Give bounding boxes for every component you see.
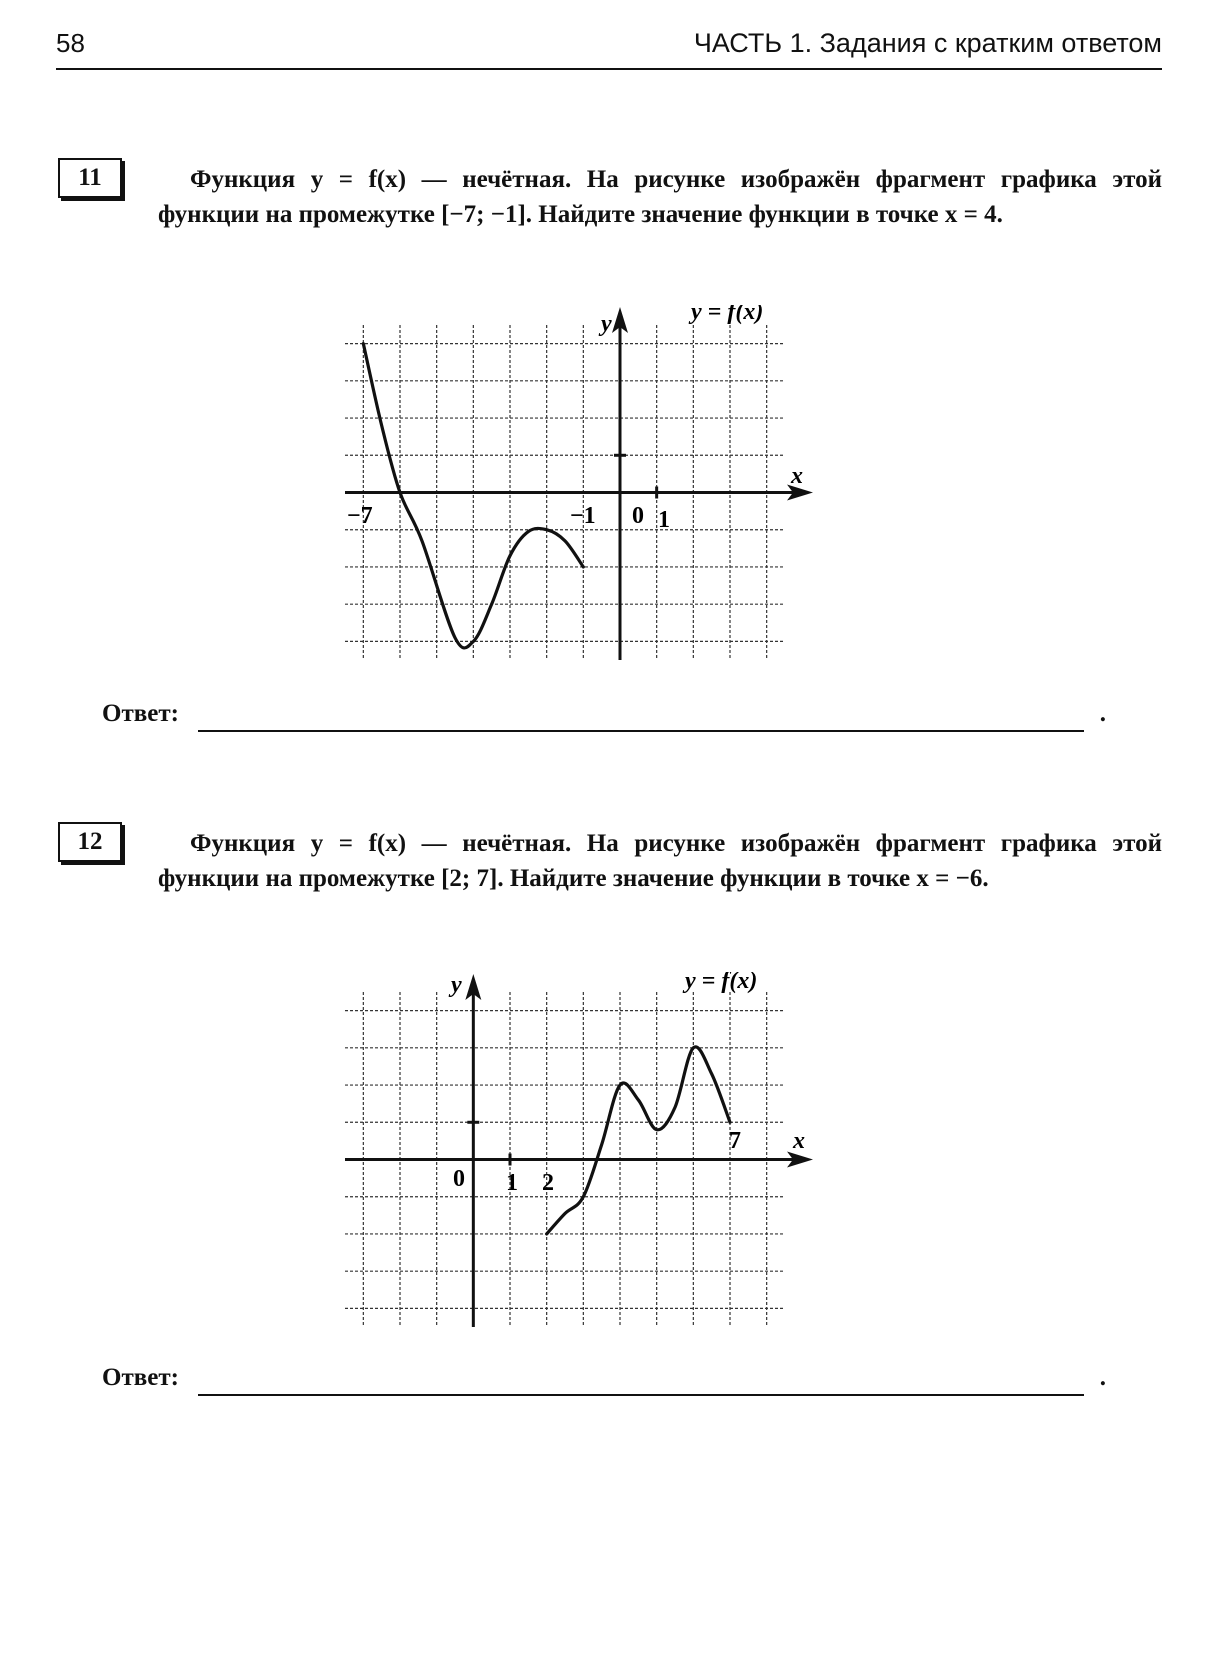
origin-label: 0 [632,503,644,529]
function-label: y = f(x) [691,305,764,325]
running-title: ЧАСТЬ 1. Задания с кратким ответом [693,28,1162,58]
answer-input-line[interactable] [198,1394,1084,1396]
graph-svg [345,305,815,675]
task-12-answer [102,1364,1106,1398]
y-axis-label: y [601,311,612,337]
tick-label-7: 7 [729,1128,741,1154]
function-label: y = f(x) [685,972,758,994]
task-11-answer [102,700,1106,734]
tick-label-neg1: −1 [570,503,596,529]
graph-svg [345,972,815,1342]
x-axis-label: x [791,463,803,489]
answer-label: Ответ: [102,1364,179,1391]
task-11-graph [345,305,815,675]
task-text: Функция y = f(x) — нечётная. На рисунке изображён фрагмент графика этой функции на промежутке [2; 7]. Найдите значение функции в точке x = −6. [158,830,1162,892]
tick-label-2: 2 [542,1170,554,1196]
tick-label-neg7: −7 [347,503,373,529]
answer-input-line[interactable] [198,730,1084,732]
answer-period: . [1099,1364,1106,1391]
tick-label-1: 1 [506,1170,518,1196]
task-12-graph [345,972,815,1342]
x-axis-label: x [793,1128,805,1154]
function-curve [547,1047,730,1234]
axes [345,307,813,660]
task-text: Функция y = f(x) — нечётная. На рисунке изображён фрагмент графика этой функции на промежутке [−7; −1]. Найдите значение функции в точке x = 4. [158,166,1162,228]
task-number: 12 [58,822,122,862]
page-header [56,18,1162,70]
y-axis-label: y [451,972,462,998]
answer-period: . [1099,700,1106,727]
origin-label: 0 [453,1166,465,1192]
task-number: 11 [58,158,122,198]
page-number: 58 [56,28,85,58]
answer-label: Ответ: [102,700,179,727]
axes [345,974,813,1327]
tick-label-1: 1 [658,507,670,533]
